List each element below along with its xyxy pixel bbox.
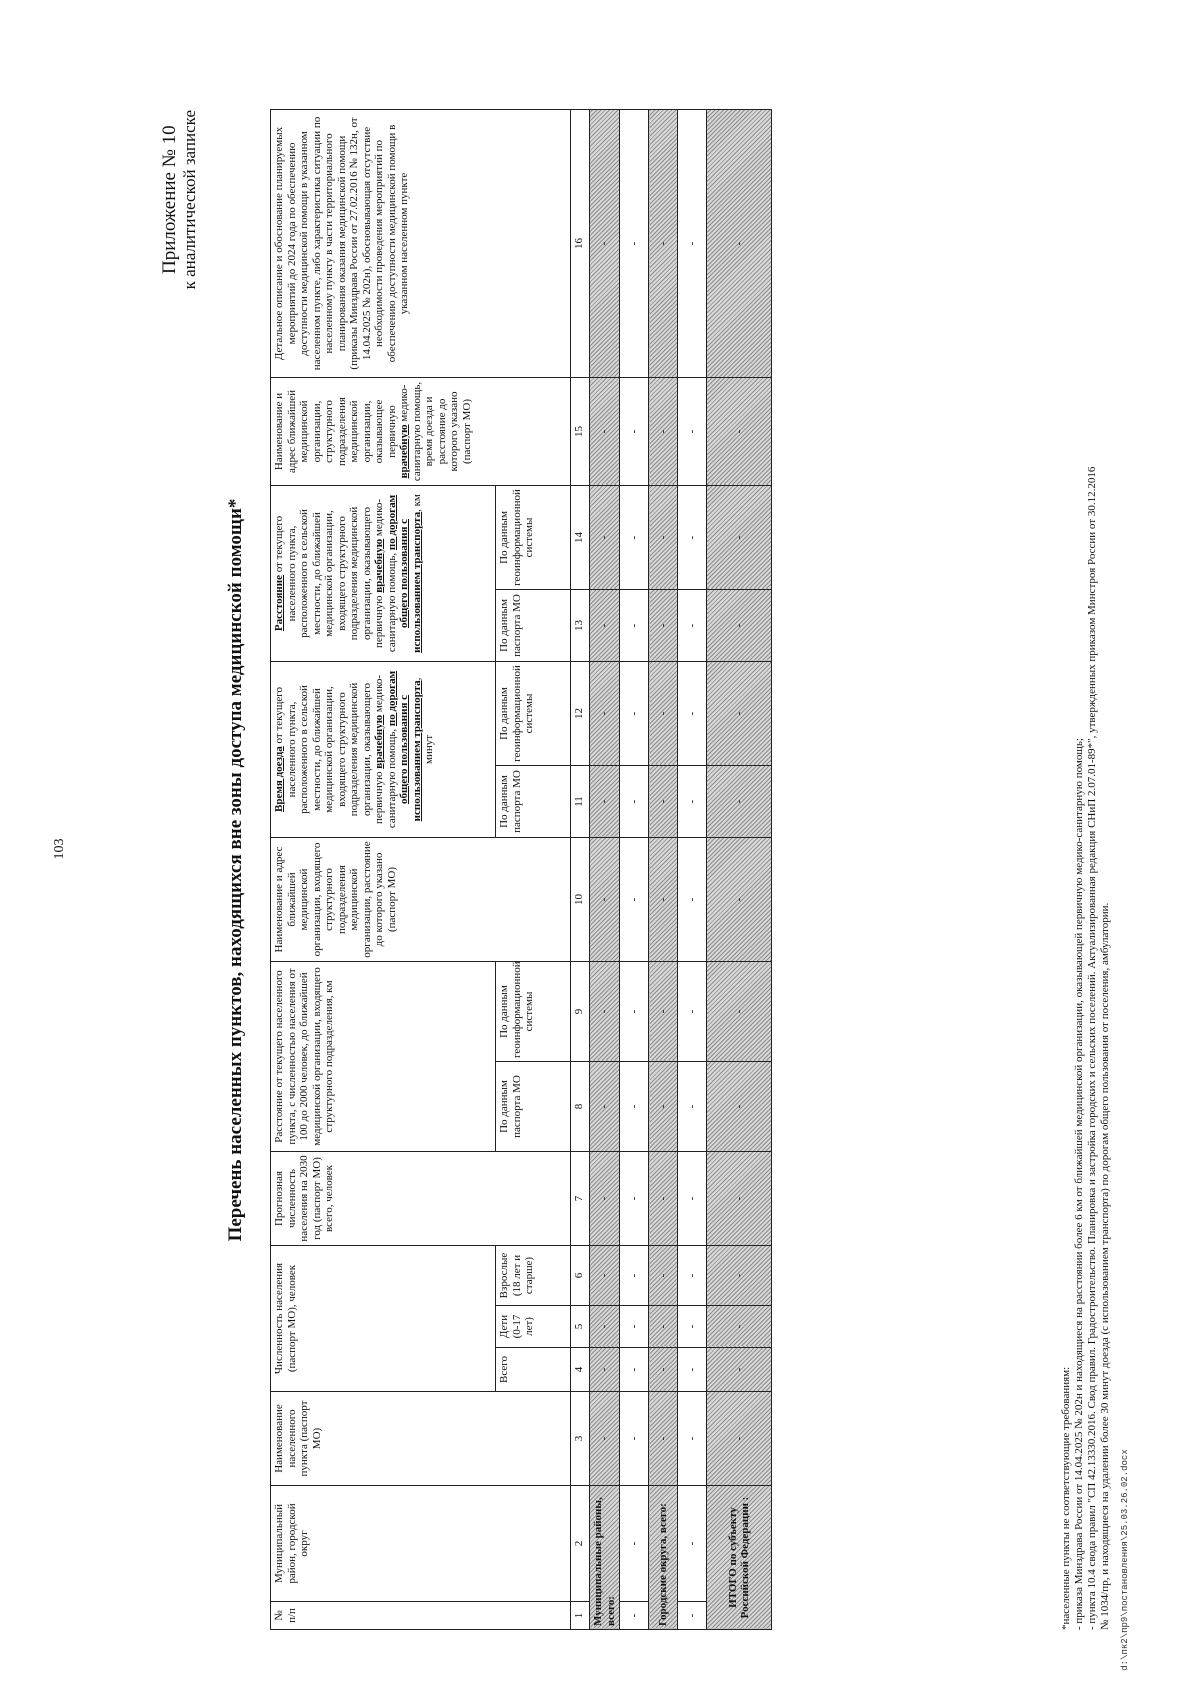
col-number: 8 xyxy=(571,1062,590,1152)
table-cell: - xyxy=(649,589,678,661)
table-cell: - xyxy=(590,109,620,377)
table-cell: - xyxy=(678,962,707,1062)
landscape-page xyxy=(40,70,1160,1670)
col-number: 4 xyxy=(571,1348,590,1392)
col-number: 12 xyxy=(571,661,590,765)
col-header-c14-geo: По данным геоинформационной системы xyxy=(496,485,571,589)
table-cell: - xyxy=(620,1152,649,1246)
travel-time-t1: от текущего населенного пункта, расположенного в сельской местности, до ближайшей медицинской организации, входящего структурного подразделения медицинской организации, оказывающего первичную xyxy=(273,682,385,825)
document-title: Перечень населенных пунктов, находящихся вне зоны доступа медицинской помощи* xyxy=(225,498,246,1242)
table-cell: - xyxy=(707,589,772,661)
road-distance-t1: от текущего населенного пункта, расположенного в сельской местности, до ближайшей медицинской организации, входящего структурного подразделения медицинской организации, оказывающего первичную xyxy=(273,506,385,649)
table-cell: - xyxy=(678,1306,707,1348)
row-label-text: Муниципальные районы, всего: xyxy=(592,1497,617,1626)
col-number: 3 xyxy=(571,1392,590,1486)
road-distance-u3: по дорогам общего пользования с использованием транспорта xyxy=(385,494,423,653)
col-number: 14 xyxy=(571,485,590,589)
col-number: 2 xyxy=(571,1486,590,1602)
table-row-total xyxy=(707,109,772,1629)
table-cell: - xyxy=(678,109,707,377)
col-header-road-distance xyxy=(271,485,496,661)
col-header-population: Численность населения (паспорт МО), человек xyxy=(271,1246,496,1392)
col-number: 11 xyxy=(571,766,590,838)
row-label xyxy=(649,1486,678,1630)
travel-time-u2: врачебную xyxy=(373,714,385,769)
table-cell: - xyxy=(620,1348,649,1392)
table-cell: - xyxy=(620,1602,649,1630)
table-cell: - xyxy=(678,1486,707,1602)
settlements-table xyxy=(270,109,772,1630)
table-cell: - xyxy=(707,1152,772,1246)
annex-caption: к аналитической записке xyxy=(180,110,199,290)
table-cell: - xyxy=(620,1062,649,1152)
col-number: 6 xyxy=(571,1246,590,1306)
table-cell: - xyxy=(620,838,649,962)
row-label xyxy=(707,1486,772,1630)
col-header-adults: Взрослые (18 лет и старше) xyxy=(496,1246,571,1306)
footnotes xyxy=(1060,110,1112,1630)
col-header-forecast: Прогнозная численность населения на 2030 год (паспорт МО) всего, человек xyxy=(271,1152,571,1246)
table-cell: - xyxy=(678,377,707,485)
footnote: - пункта 10.4 свода правил "СП 42.13330.2016. Свод правил. Градостроительство. Планировка и застройка городских и сельских поселений. Актуализированная редакция СНиП 2.07.01-89*", утвержденных приказом Минстроя России от 30.12.2016 xyxy=(1086,466,1098,1630)
table-cell: - xyxy=(620,1392,649,1486)
table-cell: - xyxy=(620,1486,649,1602)
footnote: *населенные пункты не соответствующие требованиям: xyxy=(1060,1366,1072,1630)
col-header-total: Всего xyxy=(496,1348,571,1392)
table-cell: - xyxy=(678,1152,707,1246)
col-header-description: Детальное описание и обоснование планируемых мероприятий до 2024 года по обеспечению доступности медицинской помощи в указанном населенном пункте, либо характеристика ситуации по населенному пункту в части территориального планирования оказания медицинской помощи (приказы Минздрава России от 27.02.2016 № 132н, от 14.04.2025 № 202н), обосновывающая отсутствие необходимости проведения мероприятий по обеспечению доступности медицинской помощи в указанном населенном пункте xyxy=(271,109,571,377)
table-cell: - xyxy=(649,377,678,485)
col-header-travel-time xyxy=(271,661,496,837)
table-cell: - xyxy=(620,109,649,377)
table-cell: - xyxy=(678,485,707,589)
footnote: - приказа Минздрава России от 14.04.2025 № 202н и находящиеся на расстоянии более 6 км от ближайшей медицинской организации, оказывающей первичную медико-санитарную помощь; xyxy=(1073,738,1085,1630)
table-cell: - xyxy=(620,962,649,1062)
row-label-text: ИТОГО по субъекту Российской Федерации : xyxy=(726,1496,751,1619)
table-cell: - xyxy=(678,1246,707,1306)
col-header-c9-geo: По данным геоинформационной системы xyxy=(496,962,571,1062)
table-cell: - xyxy=(707,1306,772,1348)
col-number: 1 xyxy=(571,1602,590,1630)
table-cell: - xyxy=(620,661,649,765)
table-cell: - xyxy=(620,589,649,661)
col-number: 15 xyxy=(571,377,590,485)
table-cell: - xyxy=(620,377,649,485)
table-cell: - xyxy=(620,1246,649,1306)
row-label xyxy=(590,1486,620,1630)
table-cell: - xyxy=(649,109,678,377)
road-distance-u1: Расстояние xyxy=(273,575,285,632)
col-header-distance-100-2000: Расстояние от текущего населенного пункта, с численностью населения от 100 до 2000 человек, до ближайшей медицинской организации, входящего структурного подразделения, км xyxy=(271,962,496,1152)
table-row xyxy=(678,109,707,1629)
table-cell: - xyxy=(590,962,620,1062)
col-header-c11-passport: По данным паспорта МО xyxy=(496,766,571,838)
annex-number: Приложение № 10 xyxy=(159,125,180,275)
nearest-doctor-u1: врачебную xyxy=(398,424,410,479)
table-cell: - xyxy=(678,838,707,962)
table-cell: - xyxy=(620,1306,649,1348)
table-row xyxy=(620,109,649,1629)
table-cell: - xyxy=(590,1246,620,1306)
table-cell: - xyxy=(707,838,772,962)
row-label-text: Городские округа, всего: xyxy=(656,1503,669,1626)
table-cell: - xyxy=(707,1246,772,1306)
footnote: № 1034/пр, и находящиеся на удалении более 30 минут доезда (с использованием транспорта) по дорогам общего пользования от поселения, амбулатории. xyxy=(1099,902,1111,1630)
travel-time-t2: медико-санитарную помощь, xyxy=(373,674,398,829)
nearest-doctor-t1: Наименование и адрес ближайшей медицинской организации, структурного подразделения медицинской организации, оказывающее первичную xyxy=(273,389,398,474)
table-cell: - xyxy=(707,377,772,485)
table-cell: - xyxy=(707,1062,772,1152)
table-cell: - xyxy=(707,962,772,1062)
table-cell: - xyxy=(649,1152,678,1246)
table-cell: - xyxy=(649,661,678,765)
col-number: 9 xyxy=(571,962,590,1062)
col-header-c13-passport: По данным паспорта МО xyxy=(496,589,571,661)
table-cell: - xyxy=(590,838,620,962)
col-header-settlement: Наименование населенного пункта (паспорт МО) xyxy=(271,1392,571,1486)
file-path: d:\пк2\пр9\постановления\25.03.26.02.docx xyxy=(1120,1449,1130,1671)
col-header-nearest-doctor-mo xyxy=(271,377,571,485)
table-cell: - xyxy=(649,1306,678,1348)
annex-label xyxy=(160,110,200,289)
table-cell: - xyxy=(649,1348,678,1392)
table-cell: - xyxy=(678,1392,707,1486)
column-number-row xyxy=(571,109,590,1629)
page-number: 103 xyxy=(52,838,67,860)
col-header-district: Муниципальный район, городской округ xyxy=(271,1486,571,1602)
table-cell: - xyxy=(590,1392,620,1486)
col-header-nearest-mo: Наименование и адрес ближайшей медицинской организации, входящего структурного подразделения медицинской организации, расстояние до которого указано (паспорт МО) xyxy=(271,838,571,962)
col-number: 13 xyxy=(571,589,590,661)
col-number: 10 xyxy=(571,838,590,962)
table-cell: - xyxy=(649,838,678,962)
table-cell: - xyxy=(620,766,649,838)
table-cell: - xyxy=(590,766,620,838)
col-header-index: № п/п xyxy=(271,1602,571,1630)
table-cell: - xyxy=(590,377,620,485)
table-cell: - xyxy=(649,1062,678,1152)
road-distance-u2: врачебную xyxy=(373,538,385,593)
table-cell: - xyxy=(590,485,620,589)
table-cell: - xyxy=(707,661,772,765)
col-header-children: Дети (0-17 лет) xyxy=(496,1306,571,1348)
table-cell: - xyxy=(678,766,707,838)
table-cell: - xyxy=(590,1062,620,1152)
table-cell: - xyxy=(678,1348,707,1392)
road-distance-t2: медико-санитарную помощь, xyxy=(373,498,398,653)
table-cell: - xyxy=(649,766,678,838)
road-distance-t3: , км xyxy=(410,494,423,512)
table-cell: - xyxy=(707,1348,772,1392)
table-cell: - xyxy=(649,1392,678,1486)
table-cell: - xyxy=(678,661,707,765)
table-cell: - xyxy=(707,1392,772,1486)
col-header-c8-passport: По данным паспорта МО xyxy=(496,1062,571,1152)
table-cell: - xyxy=(590,1152,620,1246)
travel-time-u3: по дорогам общего пользования с использованием транспорта xyxy=(385,670,423,822)
col-number: 7 xyxy=(571,1152,590,1246)
table-cell: - xyxy=(649,1246,678,1306)
col-number: 5 xyxy=(571,1306,590,1348)
table-cell: - xyxy=(707,485,772,589)
table-cell: - xyxy=(678,1602,707,1630)
table-cell: - xyxy=(590,1348,620,1392)
table-cell: - xyxy=(590,589,620,661)
table-cell: - xyxy=(678,1062,707,1152)
table-cell: - xyxy=(678,589,707,661)
table-cell: - xyxy=(707,109,772,377)
table-cell: - xyxy=(649,485,678,589)
table-cell: - xyxy=(590,661,620,765)
table-row xyxy=(590,109,620,1629)
col-number: 16 xyxy=(571,109,590,377)
table-cell: - xyxy=(649,962,678,1062)
col-header-c12-geo: По данным геоинформационной системы xyxy=(496,661,571,765)
table-row xyxy=(649,109,678,1629)
travel-time-t3: , минут xyxy=(410,677,435,765)
table-cell: - xyxy=(620,485,649,589)
table-cell: - xyxy=(590,1306,620,1348)
nearest-doctor-t2: медико-санитарную помощь, время доезда и расстояние до которого указано (паспорт МО) xyxy=(398,381,473,482)
table-cell: - xyxy=(707,766,772,838)
travel-time-u1: Время доезда xyxy=(273,746,285,812)
